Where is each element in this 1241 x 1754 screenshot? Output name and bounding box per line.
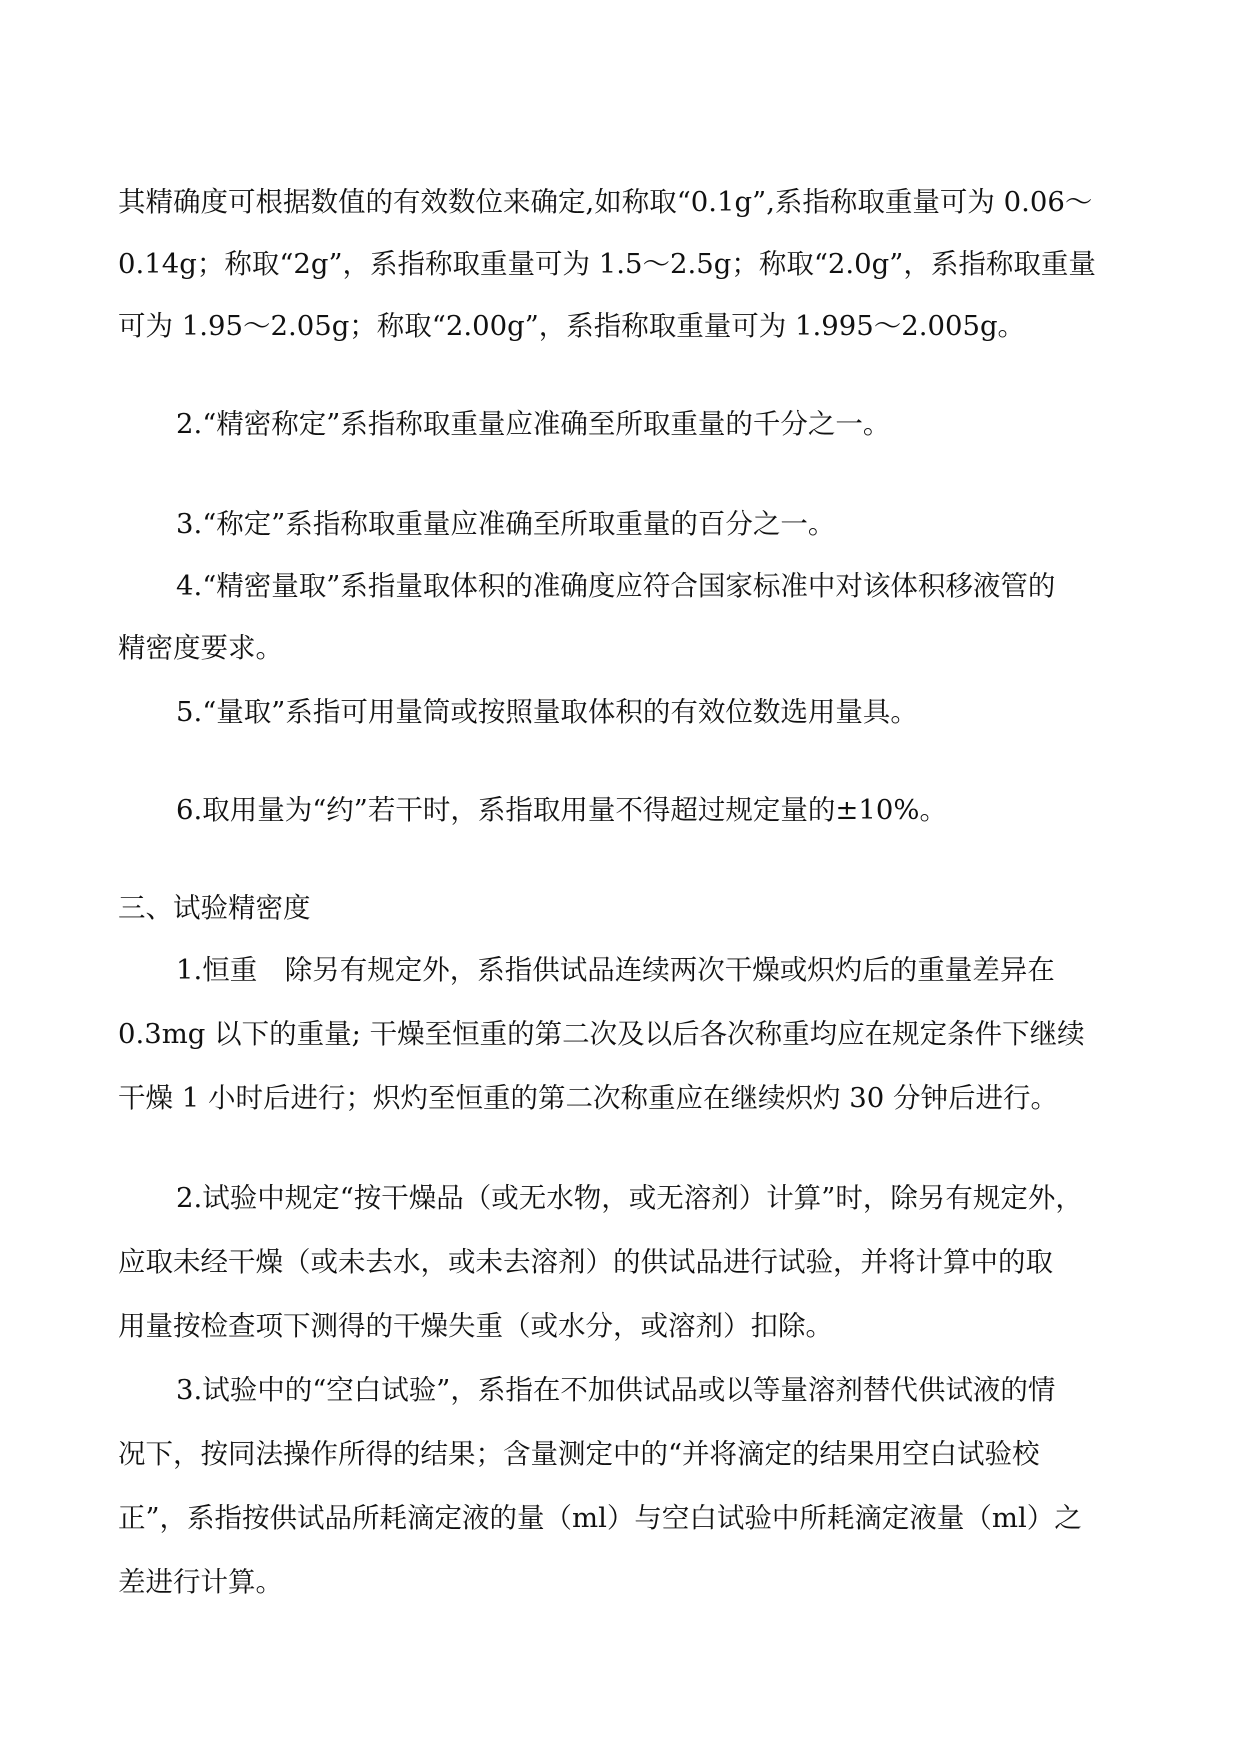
text-line: 干燥 1 小时后进行；炽灼至恒重的第二次称重应在继续炽灼 30 分钟后进行。	[118, 1082, 1058, 1114]
text-line: 差进行计算。	[118, 1566, 283, 1598]
text-line: 0.14g；称取“2g”，系指称取重量可为 1.5～2.5g；称取“2.0g”，系指称取重量	[118, 248, 1096, 280]
text-line: 用量按检查项下测得的干燥失重（或水分，或溶剂）扣除。	[118, 1310, 833, 1342]
text-line: 精密度要求。	[118, 632, 283, 664]
text-line: 5.“量取”系指可用量筒或按照量取体积的有效位数选用量具。	[176, 696, 918, 728]
text-line: 2.“精密称定”系指称取重量应准确至所取重量的千分之一。	[176, 408, 891, 440]
text-line: 正”，系指按供试品所耗滴定液的量（ml）与空白试验中所耗滴定液量（ml）之	[118, 1502, 1082, 1534]
text-line: 4.“精密量取”系指量取体积的准确度应符合国家标准中对该体积移液管的	[176, 570, 1056, 602]
text-line: 1.恒重 除另有规定外，系指供试品连续两次干燥或炽灼后的重量差异在	[176, 954, 1055, 986]
text-line: 2.试验中规定“按干燥品（或无水物，或无溶剂）计算”时，除另有规定外，	[176, 1182, 1083, 1214]
section-heading: 三、试验精密度	[118, 892, 311, 924]
text-line: 其精确度可根据数值的有效数位来确定,如称取“0.1g”,系指称取重量可为 0.06～	[118, 186, 1093, 218]
text-line: 可为 1.95～2.05g；称取“2.00g”，系指称取重量可为 1.995～2.005g。	[118, 310, 1026, 342]
text-line: 况下，按同法操作所得的结果；含量测定中的“并将滴定的结果用空白试验校	[118, 1438, 1040, 1470]
text-line: 0.3mg 以下的重量; 干燥至恒重的第二次及以后各次称重均应在规定条件下继续	[118, 1018, 1085, 1050]
text-line: 应取未经干燥（或未去水，或未去溶剂）的供试品进行试验，并将计算中的取	[118, 1246, 1053, 1278]
text-line: 3.“称定”系指称取重量应准确至所取重量的百分之一。	[176, 508, 836, 540]
text-line: 3.试验中的“空白试验”，系指在不加供试品或以等量溶剂替代供试液的情	[176, 1374, 1056, 1406]
text-line: 6.取用量为“约”若干时，系指取用量不得超过规定量的±10%。	[176, 794, 948, 826]
